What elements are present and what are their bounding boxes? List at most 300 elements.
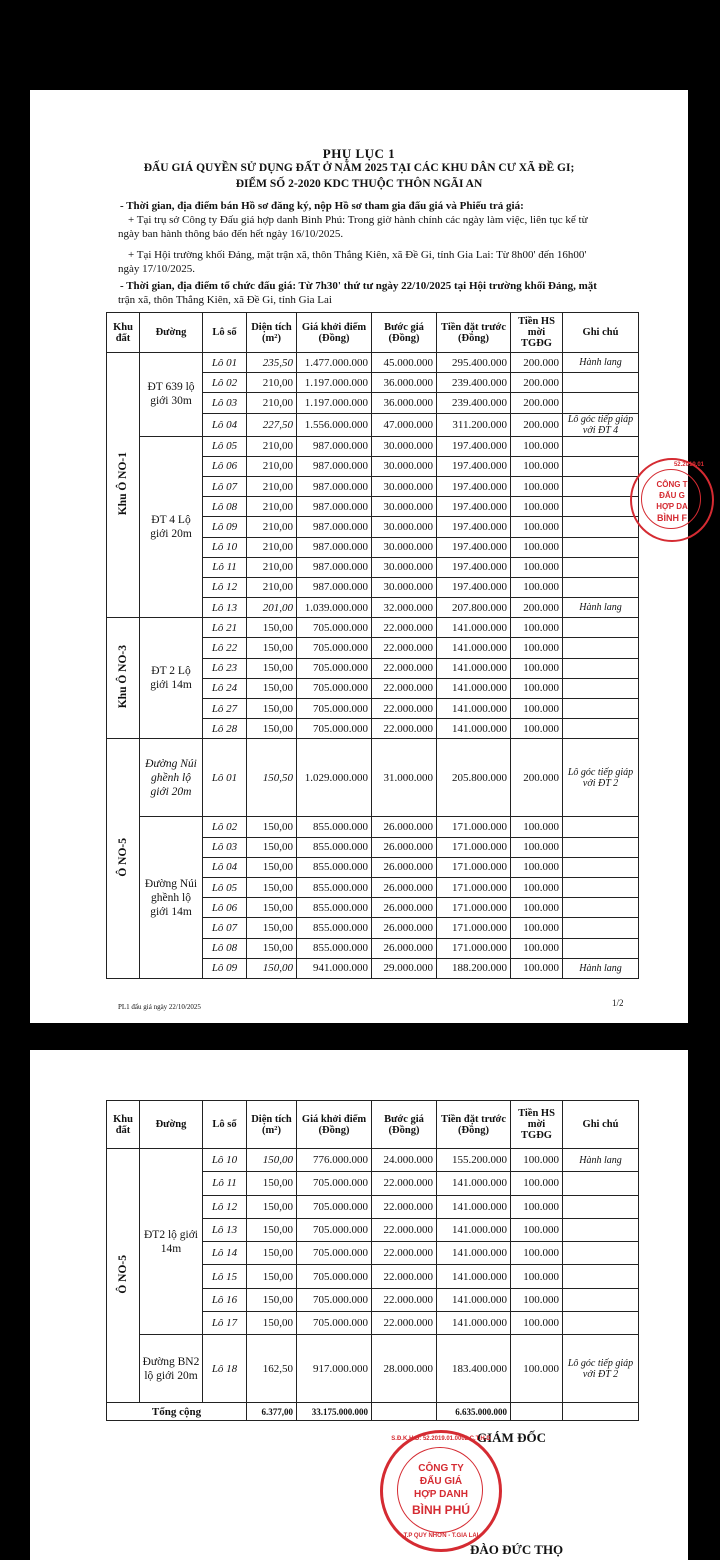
lot-number: Lô 14 [203,1242,247,1265]
lot-area: 150,00 [247,1312,297,1335]
bid-step: 36.000.000 [372,393,437,413]
row-note [563,857,639,877]
row-note: Lô góc tiếp giáp với ĐT 4 [563,413,639,436]
starting-price: 855.000.000 [297,877,372,897]
col-header-price: Giá khởi điểm (Đồng) [297,1101,372,1149]
starting-price: 855.000.000 [297,918,372,938]
deposit-amount: 197.400.000 [437,537,511,557]
starting-price: 705.000.000 [297,699,372,719]
info-para-2a: + Tại trụ sở Công ty Đấu giá hợp danh Bình Phú: Trong giờ hành chính các ngày làm việc, liên tục kể từ [128,214,588,226]
deposit-amount: 311.200.000 [437,413,511,436]
starting-price: 987.000.000 [297,517,372,537]
lot-number: Lô 22 [203,638,247,658]
col-header-fee: Tiền HS mời TGĐG [511,1101,563,1149]
lot-number: Lô 11 [203,557,247,577]
starting-price: 855.000.000 [297,837,372,857]
row-note [563,1218,639,1241]
starting-price: 705.000.000 [297,678,372,698]
dossier-fee: 100.000 [511,898,563,918]
starting-price: 705.000.000 [297,658,372,678]
road-name: ĐT 4 Lộ giới 20m [140,436,203,618]
lot-number: Lô 06 [203,898,247,918]
dossier-fee: 100.000 [511,1265,563,1288]
lot-area: 150,00 [247,1149,297,1172]
bid-step: 30.000.000 [372,537,437,557]
starting-price: 1.039.000.000 [297,598,372,618]
deposit-amount: 197.400.000 [437,497,511,517]
lot-number: Lô 07 [203,476,247,496]
deposit-amount: 171.000.000 [437,877,511,897]
lot-table-page-2 [106,1100,639,1421]
row-note: Hành lang [563,353,639,373]
dossier-fee: 200.000 [511,739,563,817]
zone-label: Ô NO-5 [117,1254,129,1294]
lot-number: Lô 17 [203,1312,247,1335]
lot-number: Lô 01 [203,739,247,817]
lot-number: Lô 05 [203,436,247,456]
col-header-deposit: Tiền đặt trước (Đồng) [437,313,511,353]
col-header-area: Diện tích (m²) [247,1101,297,1149]
dossier-fee: 100.000 [511,817,563,837]
row-note [563,557,639,577]
dossier-fee: 200.000 [511,353,563,373]
table-row [107,618,639,638]
col-header-step: Bước giá (Đồng) [372,313,437,353]
road-name: Đường Núi ghềnh lộ giới 14m [140,817,203,979]
total-price: 33.175.000.000 [297,1403,372,1421]
lot-area: 150,00 [247,1218,297,1241]
deposit-amount: 141.000.000 [437,1288,511,1311]
starting-price: 987.000.000 [297,497,372,517]
row-note [563,517,639,537]
bid-step: 22.000.000 [372,1172,437,1195]
lot-area: 210,00 [247,393,297,413]
bid-step: 22.000.000 [372,1288,437,1311]
lot-number: Lô 06 [203,456,247,476]
row-note [563,638,639,658]
deposit-amount: 171.000.000 [437,918,511,938]
starting-price: 855.000.000 [297,898,372,918]
document-page-1 [30,90,704,1023]
total-area: 6.377,00 [247,1403,297,1421]
deposit-amount: 141.000.000 [437,1265,511,1288]
deposit-amount: 171.000.000 [437,898,511,918]
dossier-fee: 100.000 [511,1288,563,1311]
info-para-3a: + Tại Hội trường khối Đảng, mặt trận xã, thôn Thắng Kiên, xã Đề Gi, tỉnh Gia Lai: Từ 8h00' đến 16h00' [128,249,587,261]
row-note [563,537,639,557]
lot-number: Lô 02 [203,817,247,837]
bid-step: 26.000.000 [372,837,437,857]
lot-area: 150,00 [247,699,297,719]
bid-step: 26.000.000 [372,898,437,918]
deposit-amount: 141.000.000 [437,719,511,739]
bid-step: 26.000.000 [372,918,437,938]
dossier-fee: 100.000 [511,517,563,537]
deposit-amount: 141.000.000 [437,1242,511,1265]
bid-step: 26.000.000 [372,938,437,958]
lot-area: 150,00 [247,618,297,638]
deposit-amount: 183.400.000 [437,1335,511,1403]
lot-area: 150,00 [247,898,297,918]
bid-step: 31.000.000 [372,739,437,817]
col-header-deposit: Tiền đặt trước (Đồng) [437,1101,511,1149]
zone-no5 [107,739,140,979]
dossier-fee: 100.000 [511,918,563,938]
empty-cell [372,1403,437,1421]
deposit-amount: 171.000.000 [437,837,511,857]
row-note [563,393,639,413]
col-header-note: Ghi chú [563,313,639,353]
dossier-fee: 100.000 [511,577,563,597]
lot-area: 210,00 [247,436,297,456]
info-para-2b: ngày ban hành thông báo đến hết ngày 16/10/2025. [118,228,344,240]
lot-area: 150,00 [247,1242,297,1265]
deposit-amount: 141.000.000 [437,1172,511,1195]
col-header-fee: Tiền HS mời TGĐG [511,313,563,353]
lot-number: Lô 04 [203,413,247,436]
lot-number: Lô 10 [203,1149,247,1172]
lot-area: 227,50 [247,413,297,436]
lot-area: 150,00 [247,918,297,938]
total-deposit: 6.635.000.000 [437,1403,511,1421]
lot-number: Lô 13 [203,1218,247,1241]
lot-area: 150,00 [247,638,297,658]
deposit-amount: 197.400.000 [437,456,511,476]
row-note [563,456,639,476]
row-note: Hành lang [563,598,639,618]
zone-label: Ô NO-5 [117,837,129,877]
row-note [563,719,639,739]
lot-number: Lô 11 [203,1172,247,1195]
table-row [107,817,639,837]
road-name: ĐT 639 lộ giới 30m [140,353,203,437]
dossier-fee: 100.000 [511,436,563,456]
starting-price: 705.000.000 [297,1218,372,1241]
lot-area: 150,00 [247,958,297,978]
lot-area: 150,00 [247,877,297,897]
auction-heading: ĐẤU GIÁ QUYỀN SỬ DỤNG ĐẤT Ở NĂM 2025 TẠI CÁC KHU DÂN CƯ XÃ ĐỀ GI; [143,162,575,174]
dossier-fee: 100.000 [511,638,563,658]
starting-price: 917.000.000 [297,1335,372,1403]
row-note [563,1312,639,1335]
deposit-amount: 141.000.000 [437,1218,511,1241]
starting-price: 987.000.000 [297,557,372,577]
deposit-amount: 141.000.000 [437,678,511,698]
row-note [563,436,639,456]
table-row [107,1335,639,1403]
deposit-amount: 141.000.000 [437,699,511,719]
zone-label: Khu Ô NO-1 [117,451,129,516]
dossier-fee: 100.000 [511,557,563,577]
appendix-title: PHỤ LỤC 1 [322,146,396,161]
row-note [563,658,639,678]
row-note [563,938,639,958]
dossier-fee: 100.000 [511,1195,563,1218]
bid-step: 24.000.000 [372,1149,437,1172]
dossier-fee: 100.000 [511,658,563,678]
lot-area: 210,00 [247,537,297,557]
lot-number: Lô 28 [203,719,247,739]
road-name: ĐT 2 Lộ giới 14m [140,618,203,739]
lot-number: Lô 07 [203,918,247,938]
signature-name: ĐÀO ĐỨC THỌ [470,1542,564,1557]
deposit-amount: 205.800.000 [437,739,511,817]
dossier-fee: 100.000 [511,1218,563,1241]
deposit-amount: 155.200.000 [437,1149,511,1172]
deposit-amount: 239.400.000 [437,373,511,393]
deposit-amount: 207.800.000 [437,598,511,618]
lot-area: 150,00 [247,837,297,857]
starting-price: 987.000.000 [297,476,372,496]
road-name: Đường Núi ghềnh lộ giới 20m [140,739,203,817]
dossier-fee: 100.000 [511,678,563,698]
deposit-amount: 171.000.000 [437,817,511,837]
lot-area: 150,00 [247,658,297,678]
page-number: 1/2 [612,998,624,1008]
lot-area: 162,50 [247,1335,297,1403]
company-seal: S.Đ.K.H.Đ: 52.2019.01.0002.C.T.H.D CÔNG TY ĐẤU GIÁ HỢP DANH BÌNH PHÚ T.P QUY NHƠN - T.GIA LAI [380,1430,502,1552]
signature-role: GIÁM ĐỐC [477,1430,546,1445]
bid-step: 26.000.000 [372,877,437,897]
lot-area: 150,00 [247,1195,297,1218]
lot-area: 150,00 [247,678,297,698]
bid-step: 26.000.000 [372,857,437,877]
dossier-fee: 200.000 [511,598,563,618]
dossier-fee: 100.000 [511,456,563,476]
document-page-2 [30,1050,688,1560]
lot-number: Lô 04 [203,857,247,877]
lot-area: 201,00 [247,598,297,618]
col-header-road: Đường [140,313,203,353]
col-header-price: Giá khởi điểm (Đồng) [297,313,372,353]
deposit-amount: 239.400.000 [437,393,511,413]
lot-number: Lô 12 [203,577,247,597]
row-note [563,678,639,698]
starting-price: 1.197.000.000 [297,393,372,413]
bid-step: 22.000.000 [372,1265,437,1288]
zone-no3 [107,618,140,739]
bid-step: 45.000.000 [372,353,437,373]
bid-step: 29.000.000 [372,958,437,978]
lot-number: Lô 01 [203,353,247,373]
deposit-amount: 295.400.000 [437,353,511,373]
deposit-amount: 197.400.000 [437,476,511,496]
info-para-1: - Thời gian, địa điểm bán Hồ sơ đăng ký, nộp Hồ sơ tham gia đấu giá và Phiếu trả giá: [120,200,524,212]
bid-step: 30.000.000 [372,517,437,537]
lot-number: Lô 16 [203,1288,247,1311]
bid-step: 30.000.000 [372,497,437,517]
starting-price: 1.556.000.000 [297,413,372,436]
starting-price: 705.000.000 [297,1195,372,1218]
lot-area: 210,00 [247,517,297,537]
starting-price: 705.000.000 [297,1172,372,1195]
bid-step: 22.000.000 [372,699,437,719]
row-note: Lô góc tiếp giáp với ĐT 2 [563,739,639,817]
lot-number: Lô 21 [203,618,247,638]
row-note [563,877,639,897]
bid-step: 47.000.000 [372,413,437,436]
lot-number: Lô 27 [203,699,247,719]
dossier-fee: 100.000 [511,719,563,739]
company-seal-partial: 52.2019.01 CÔNG T ĐẤU G HỢP DA BÌNH F [630,458,714,542]
bid-step: 22.000.000 [372,618,437,638]
lot-area: 210,00 [247,476,297,496]
row-note [563,699,639,719]
col-header-step: Bước giá (Đồng) [372,1101,437,1149]
row-note [563,1195,639,1218]
lot-area: 210,00 [247,557,297,577]
dossier-fee: 100.000 [511,938,563,958]
row-note [563,497,639,517]
col-header-note: Ghi chú [563,1101,639,1149]
dossier-fee: 100.000 [511,877,563,897]
dossier-fee: 100.000 [511,837,563,857]
bid-step: 30.000.000 [372,577,437,597]
lot-area: 210,00 [247,577,297,597]
deposit-amount: 141.000.000 [437,1195,511,1218]
dossier-fee: 100.000 [511,497,563,517]
info-para-4b: trận xã, thôn Thắng Kiên, xã Đề Gi, tỉnh Gia Lai [118,294,332,306]
table-row [107,739,639,817]
starting-price: 1.477.000.000 [297,353,372,373]
row-note [563,476,639,496]
lot-number: Lô 09 [203,517,247,537]
dossier-fee: 100.000 [511,1335,563,1403]
starting-price: 941.000.000 [297,958,372,978]
lot-number: Lô 12 [203,1195,247,1218]
bid-step: 30.000.000 [372,476,437,496]
lot-number: Lô 05 [203,877,247,897]
lot-number: Lô 15 [203,1265,247,1288]
dossier-fee: 100.000 [511,1149,563,1172]
empty-cell [511,1403,563,1421]
starting-price: 987.000.000 [297,577,372,597]
col-header-road: Đường [140,1101,203,1149]
col-header-lot: Lô số [203,313,247,353]
lot-number: Lô 03 [203,393,247,413]
dossier-fee: 200.000 [511,393,563,413]
lot-area: 150,00 [247,1288,297,1311]
dossier-fee: 100.000 [511,699,563,719]
row-note: Hành lang [563,1149,639,1172]
bid-step: 22.000.000 [372,719,437,739]
row-note [563,918,639,938]
lot-number: Lô 08 [203,938,247,958]
starting-price: 705.000.000 [297,719,372,739]
row-note [563,1288,639,1311]
starting-price: 1.029.000.000 [297,739,372,817]
lot-area: 150,00 [247,857,297,877]
lot-area: 150,00 [247,938,297,958]
dossier-fee: 100.000 [511,1242,563,1265]
col-header-zone: Khu đất [107,313,140,353]
row-note [563,618,639,638]
deposit-amount: 141.000.000 [437,658,511,678]
lot-number: Lô 02 [203,373,247,393]
empty-cell [563,1403,639,1421]
row-note [563,1242,639,1265]
dossier-fee: 100.000 [511,618,563,638]
lot-area: 210,00 [247,497,297,517]
bid-step: 22.000.000 [372,1218,437,1241]
lot-area: 150,00 [247,719,297,739]
starting-price: 1.197.000.000 [297,373,372,393]
starting-price: 705.000.000 [297,1312,372,1335]
col-header-zone: Khu đất [107,1101,140,1149]
starting-price: 705.000.000 [297,1265,372,1288]
dossier-fee: 200.000 [511,413,563,436]
lot-area: 235,50 [247,353,297,373]
row-note: Lô góc tiếp giáp với ĐT 2 [563,1335,639,1403]
table-row [107,353,639,373]
deposit-amount: 197.400.000 [437,577,511,597]
row-note: Hành lang [563,958,639,978]
bid-step: 22.000.000 [372,1312,437,1335]
road-name: Đường BN2 lộ giới 20m [140,1335,203,1403]
dossier-fee: 100.000 [511,958,563,978]
footer-label: PL1 đấu giá ngày 22/10/2025 [118,1003,201,1011]
road-name: ĐT2 lộ giới 14m [140,1149,203,1335]
zone-no5 [107,1149,140,1403]
starting-price: 855.000.000 [297,817,372,837]
info-para-4a: - Thời gian, địa điểm tổ chức đấu giá: Từ 7h30' thứ tư ngày 22/10/2025 tại Hội trường khối Đảng, mặt [120,280,597,292]
lot-number: Lô 18 [203,1335,247,1403]
dossier-fee: 100.000 [511,857,563,877]
lot-number: Lô 23 [203,658,247,678]
deposit-amount: 141.000.000 [437,638,511,658]
bid-step: 30.000.000 [372,436,437,456]
bid-step: 22.000.000 [372,658,437,678]
row-note [563,373,639,393]
deposit-amount: 141.000.000 [437,1312,511,1335]
lot-area: 150,00 [247,1172,297,1195]
deposit-amount: 197.400.000 [437,436,511,456]
lot-number: Lô 09 [203,958,247,978]
bid-step: 22.000.000 [372,638,437,658]
dossier-fee: 100.000 [511,537,563,557]
table-row [107,1149,639,1172]
bid-step: 28.000.000 [372,1335,437,1403]
col-header-area: Diện tích (m²) [247,313,297,353]
bid-step: 30.000.000 [372,456,437,476]
bid-step: 32.000.000 [372,598,437,618]
table-row [107,436,639,456]
lot-number: Lô 13 [203,598,247,618]
zone-label: Khu Ô NO-3 [117,645,129,709]
starting-price: 705.000.000 [297,1288,372,1311]
starting-price: 705.000.000 [297,638,372,658]
starting-price: 855.000.000 [297,857,372,877]
info-para-3b: ngày 17/10/2025. [118,263,195,275]
starting-price: 776.000.000 [297,1149,372,1172]
dossier-fee: 200.000 [511,373,563,393]
bid-step: 30.000.000 [372,557,437,577]
lot-number: Lô 10 [203,537,247,557]
starting-price: 987.000.000 [297,436,372,456]
starting-price: 855.000.000 [297,938,372,958]
zone-no1 [107,353,140,618]
bid-step: 22.000.000 [372,1242,437,1265]
lot-area: 150,00 [247,817,297,837]
starting-price: 705.000.000 [297,618,372,638]
deposit-amount: 197.400.000 [437,557,511,577]
totals-label: Tổng cộng [107,1403,247,1421]
lot-area: 210,00 [247,456,297,476]
row-note [563,1172,639,1195]
lot-area: 150,00 [247,1265,297,1288]
lot-number: Lô 08 [203,497,247,517]
deposit-amount: 171.000.000 [437,938,511,958]
